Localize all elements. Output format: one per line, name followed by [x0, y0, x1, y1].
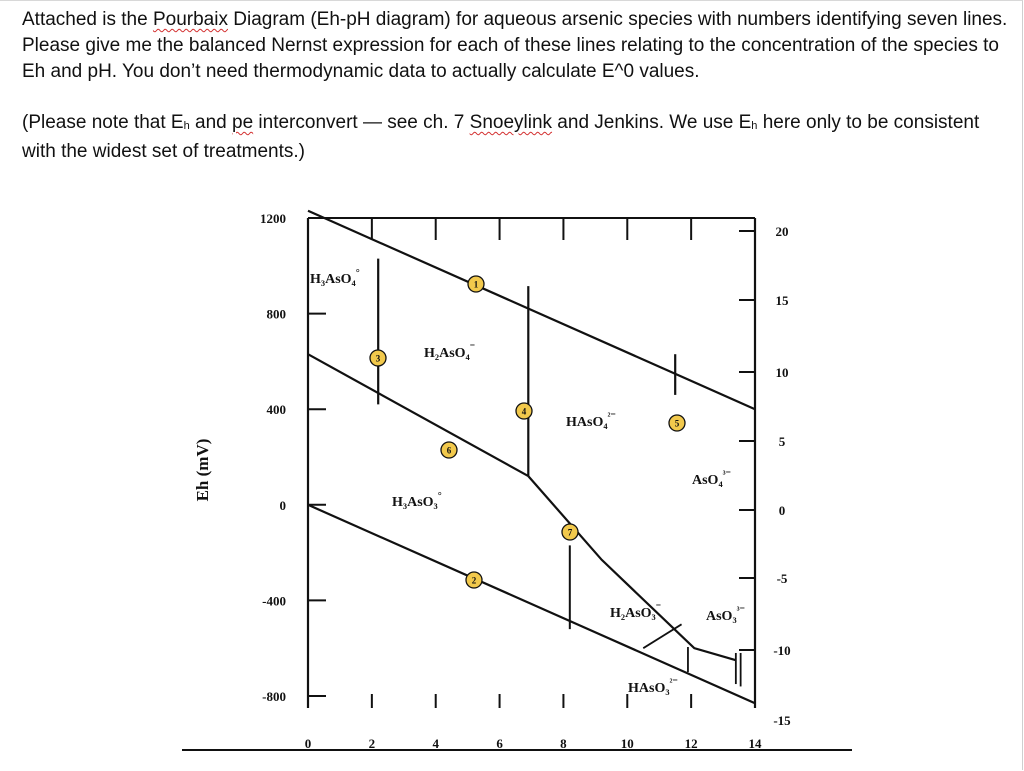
badge-number: 4 — [521, 406, 527, 417]
eh-subscript-2: h — [751, 120, 758, 132]
x-tick-label: 14 — [748, 736, 762, 751]
x-tick-label: 0 — [304, 736, 312, 751]
p2-text-g: here only to be consistent with the widest set of treatments.) — [22, 112, 980, 162]
y2-tick-label: 10 — [775, 365, 789, 380]
species-charge: ⁻ — [469, 342, 476, 353]
x-tick-label: 8 — [560, 736, 567, 751]
badge-number: 6 — [446, 445, 452, 456]
paragraph-2 — [22, 110, 1012, 165]
question-text — [22, 7, 1012, 165]
line-badge-5 — [669, 415, 685, 431]
x-tick-label: 4 — [432, 736, 439, 751]
species-label — [392, 491, 442, 510]
species-formula: HAsO₄ — [566, 415, 608, 430]
p1-text-b: Diagram (Eh-pH diagram) for aqueous arsenic species with numbers identifying seven lines. Please give me the balanced Nernst expression for each of these lines relating to the concentration of the species to Eh and pH. You don’t need thermodynamic data to actually calculate E^0 values. — [22, 9, 1008, 82]
species-formula: H₃AsO₃ — [392, 495, 438, 510]
boundary-line-6 — [308, 354, 528, 476]
p1-text-a: Attached is the — [22, 9, 153, 30]
x-tick-label: 6 — [496, 736, 503, 751]
line-badge-2 — [466, 572, 482, 588]
p2-text-f: and Jenkins. We use E — [552, 112, 752, 133]
x-tick-label: 10 — [620, 736, 634, 751]
y2-tick-label: -15 — [773, 713, 791, 728]
species-formula: H₂AsO₃ — [610, 606, 656, 621]
y2-tick-label: -5 — [776, 571, 788, 586]
y2-tick-label: 20 — [775, 224, 789, 239]
y-tick-label: 0 — [279, 497, 286, 513]
badge-number: 3 — [375, 353, 381, 364]
species-label — [424, 342, 475, 361]
x-tick-label: 12 — [684, 736, 698, 751]
pourbaix-word: Pourbaix — [152, 9, 228, 30]
species-charge: ⁻ — [655, 602, 662, 613]
snoeylink-word: Snoeylink — [469, 112, 553, 133]
p2-text-b: and — [195, 112, 232, 133]
x-tick-label: 2 — [368, 736, 376, 751]
badge-number: 7 — [567, 527, 573, 538]
y-axis-title: Eh (mV) — [193, 438, 212, 502]
line-badge-1 — [468, 276, 484, 292]
species-label — [706, 605, 745, 624]
p2-text-a: (Please note that E — [22, 112, 184, 133]
line-badge-7 — [562, 524, 578, 540]
species-formula: HAsO₃ — [628, 681, 670, 696]
species-formula: H₂AsO₄ — [424, 346, 470, 361]
species-charge: ²⁻ — [607, 411, 616, 422]
badge-number: 5 — [674, 418, 680, 429]
species-label — [628, 677, 678, 696]
y-tick-label: 800 — [266, 306, 286, 322]
pourbaix-diagram — [0, 200, 1024, 771]
y2-tick-label: 5 — [778, 434, 786, 449]
species-charge: ° — [355, 268, 360, 279]
species-label — [310, 268, 360, 287]
species-charge: ° — [437, 491, 442, 502]
species-charge: ³⁻ — [736, 605, 745, 616]
boundary-water-upper — [308, 211, 755, 409]
y-tick-label: -800 — [262, 689, 286, 704]
species-formula: H₃AsO₄ — [310, 272, 356, 287]
boundary-line-7 — [528, 476, 736, 660]
y-tick-label: 400 — [266, 402, 286, 418]
axes-layer — [182, 211, 852, 751]
species-formula: AsO₄ — [692, 473, 723, 488]
line-badge-6 — [441, 442, 457, 458]
boundary-extra-0 — [643, 624, 681, 648]
boundary-lines — [308, 211, 755, 703]
y-tick-label: 1200 — [260, 211, 286, 226]
species-charge: ²⁻ — [669, 677, 678, 688]
paragraph-1 — [22, 7, 1012, 85]
y2-tick-label: 15 — [775, 293, 789, 308]
species-label — [692, 469, 731, 488]
y2-tick-label: 0 — [778, 503, 786, 518]
species-label — [566, 411, 616, 430]
badge-number: 2 — [471, 575, 477, 586]
y-tick-label: -400 — [262, 593, 286, 609]
line-badge-3 — [370, 350, 386, 366]
boundary-water-lower — [308, 505, 755, 703]
p1-text — [22, 9, 1007, 82]
species-formula: AsO₃ — [706, 609, 737, 624]
line-badge-4 — [516, 403, 532, 419]
p2-text-d: interconvert — see ch. 7 — [253, 112, 470, 133]
eh-subscript: h — [183, 120, 190, 132]
y2-tick-label: -10 — [773, 643, 791, 658]
badge-number: 1 — [473, 279, 479, 290]
species-charge: ³⁻ — [722, 469, 731, 480]
pe-word: pe — [232, 112, 254, 133]
species-label — [610, 602, 661, 621]
